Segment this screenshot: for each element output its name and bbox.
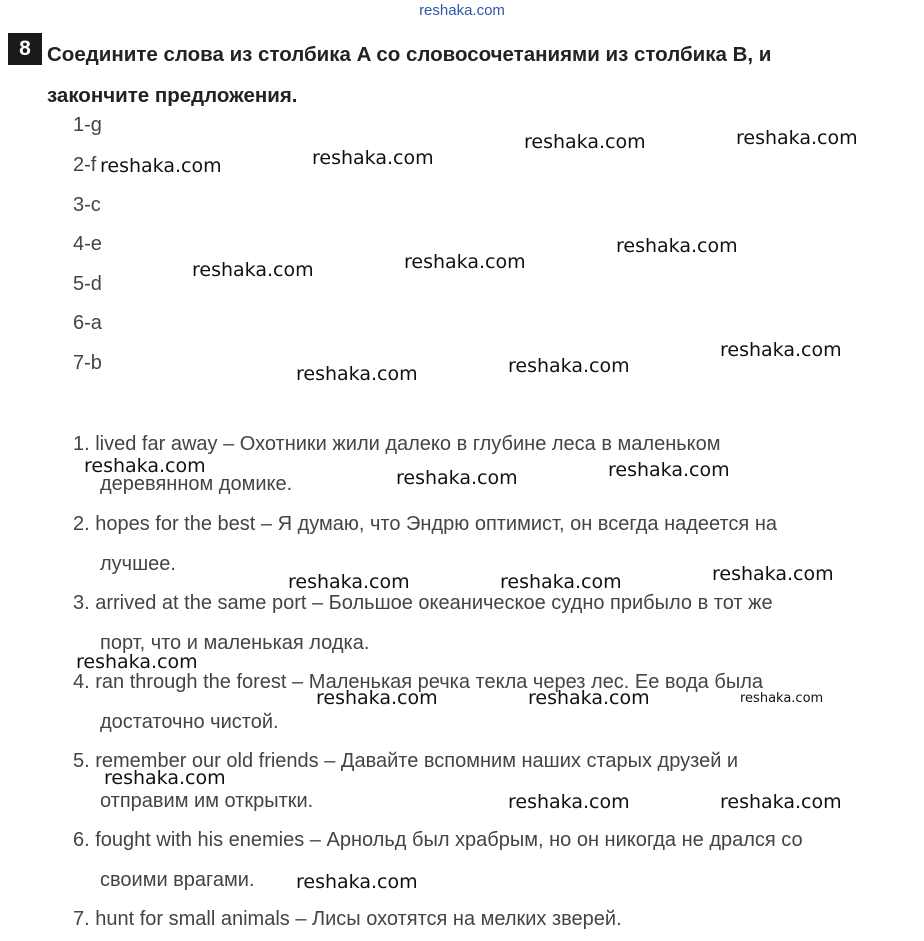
answer-item: 5-d: [73, 273, 102, 295]
task-number-badge: 8: [8, 33, 42, 65]
sentence-continuation: отправим им открытки.: [100, 790, 314, 812]
watermark: reshaka.com: [296, 363, 418, 385]
watermark: reshaka.com: [528, 687, 650, 709]
sentence-line: 6. fought with his enemies – Арнольд был храбрым, но он никогда не дрался со: [73, 829, 803, 851]
instruction-line-1: Соедините слова из столбика A со словосочетаниями из столбика B, и: [47, 43, 772, 66]
watermark: reshaka.com: [104, 767, 226, 789]
sentence-continuation: деревянном домике.: [100, 473, 293, 495]
watermark: reshaka.com: [616, 235, 738, 257]
watermark: reshaka.com: [312, 147, 434, 169]
answer-item: 4-e: [73, 233, 102, 255]
watermark: reshaka.com: [720, 339, 842, 361]
sentence-line: 1. lived far away – Охотники жили далеко в глубине леса в маленьком: [73, 433, 721, 455]
answer-item: 7-b: [73, 352, 102, 374]
sentence-line: 5. remember our old friends – Давайте вспомним наших старых друзей и: [73, 750, 739, 772]
watermark: reshaka.com: [500, 571, 622, 593]
instruction-line-2: закончите предложения.: [47, 84, 298, 107]
sentence-item: [73, 583, 913, 663]
sentence-line: 2. hopes for the best – Я думаю, что Эндрю оптимист, он всегда надеется на: [73, 513, 777, 535]
answer-item: 1-g: [73, 114, 102, 136]
sentence-line: 7. hunt for small animals – Лисы охотятся на мелких зверей.: [73, 908, 622, 930]
watermark: reshaka.com: [740, 691, 824, 706]
watermark: reshaka.com: [712, 563, 834, 585]
sentence-item: [73, 820, 913, 900]
answer-item: 3-c: [73, 194, 101, 216]
watermark: reshaka.com: [720, 791, 842, 813]
site-header-watermark: reshaka.com: [419, 2, 505, 19]
watermark: reshaka.com: [396, 467, 518, 489]
task-instruction: [47, 34, 915, 116]
sentence-continuation: лучшее.: [100, 553, 176, 575]
answer-item: 2-f: [73, 154, 97, 176]
sentence-item: [73, 899, 913, 939]
watermark: reshaka.com: [76, 651, 198, 673]
sentence-line: 3. arrived at the same port – Большое океаническое судно прибыло в тот же: [73, 592, 773, 614]
sentence-continuation: своими врагами.: [100, 869, 255, 891]
sentence-continuation: достаточно чистой.: [100, 711, 279, 733]
watermark: reshaka.com: [100, 155, 222, 177]
watermark: reshaka.com: [736, 127, 858, 149]
watermark: reshaka.com: [288, 571, 410, 593]
watermark: reshaka.com: [316, 687, 438, 709]
sentence-line: 4. ran through the forest – Маленькая речка текла через лес. Ее вода была: [73, 671, 763, 693]
watermark: reshaka.com: [508, 791, 630, 813]
watermark: reshaka.com: [404, 251, 526, 273]
answer-item: 6-a: [73, 312, 102, 334]
watermark: reshaka.com: [508, 355, 630, 377]
watermark: reshaka.com: [84, 455, 206, 477]
watermark: reshaka.com: [608, 459, 730, 481]
watermark: reshaka.com: [296, 871, 418, 893]
watermark: reshaka.com: [192, 259, 314, 281]
watermark: reshaka.com: [524, 131, 646, 153]
sentence-continuation: порт, что и маленькая лодка.: [100, 632, 370, 654]
